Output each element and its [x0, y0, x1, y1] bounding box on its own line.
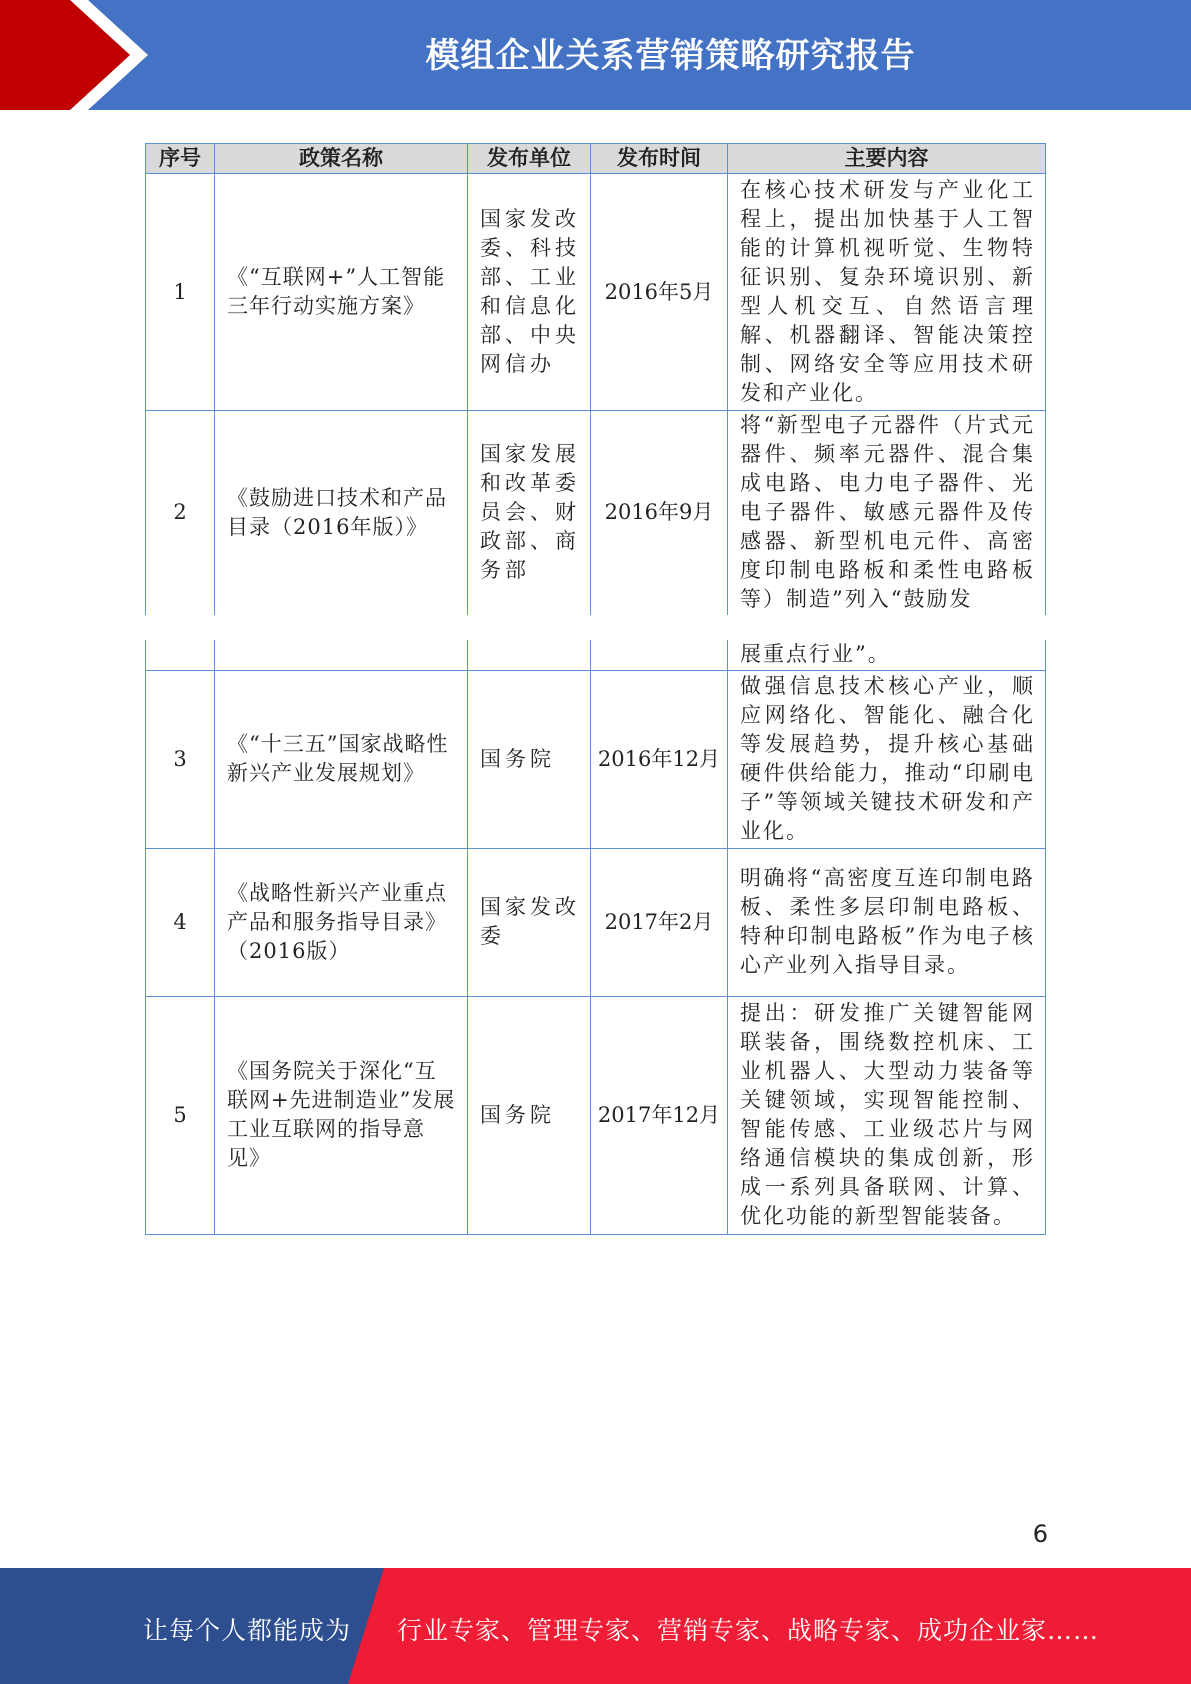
row-content: 明确将“高密度互连印制电路板、柔性多层印制电路板、特种印制电路板”作为电子核心产业列入指导目录。	[728, 848, 1046, 996]
page-footer	[0, 1568, 1191, 1684]
row-index: 4	[146, 848, 215, 996]
table-row	[146, 411, 1046, 615]
header-index: 序号	[146, 144, 215, 174]
row-index: 2	[146, 411, 215, 615]
row-index: 3	[146, 670, 215, 848]
row-issuer: 国家发改委、科技部、工业和信息化部、中央网信办	[468, 174, 591, 411]
row-index: 5	[146, 996, 215, 1234]
row-date: 2017年12月	[591, 996, 728, 1234]
row-issuer: 国家发改委	[468, 848, 591, 996]
row-policy-name: 《“互联网+”人工智能三年行动实施方案》	[215, 174, 468, 411]
row-policy-name: 《战略性新兴产业重点产品和服务指导目录》（2016版）	[215, 848, 468, 996]
row-date: 2016年5月	[591, 174, 728, 411]
footer-slogan-left: 让每个人都能成为	[143, 1616, 352, 1645]
row-content-continued: 展重点行业”。	[728, 640, 1046, 670]
row-date: 2016年12月	[591, 670, 728, 848]
row-issuer: 国务院	[468, 996, 591, 1234]
table-row	[146, 996, 1046, 1234]
row-policy-name: 《“十三五”国家战略性新兴产业发展规划》	[215, 670, 468, 848]
row-content: 将“新型电子元器件（片式元器件、频率元器件、混合集成电路、电力电子器件、光电子器件、敏感元器件及传感器、新型机电元件、高密度印制电路板和柔性电路板等）制造”列入“鼓励发	[728, 411, 1046, 615]
row-content: 提出：研发推广关键智能网联装备，围绕数控机床、工业机器人、大型动力装备等关键领域，实现智能控制、智能传感、工业级芯片与网络通信模块的集成创新，形成一系列具备联网、计算、优化功能的新型智能装备。	[728, 996, 1046, 1234]
row-issuer: 国家发展和改革委员会、财政部、商务部	[468, 411, 591, 615]
table-row	[146, 848, 1046, 996]
row-policy-name: 《鼓励进口技术和产品目录（2016年版）》	[215, 411, 468, 615]
report-title: 模组企业关系营销策略研究报告	[425, 36, 916, 76]
header-policy-name: 政策名称	[215, 144, 468, 174]
footer-slogan-right: 行业专家、管理专家、营销专家、战略专家、成功企业家……	[397, 1616, 1100, 1645]
row-content: 在核心技术研发与产业化工程上，提出加快基于人工智能的计算机视听觉、生物特征识别、复杂环境识别、新型人机交互、自然语言理解、机器翻译、智能决策控制、网络安全等应用技术研发和产业化。	[728, 174, 1046, 411]
table-row-continued	[146, 640, 1046, 670]
page-number: 6	[1032, 1520, 1048, 1548]
table-row	[146, 174, 1046, 411]
row-date: 2016年9月	[591, 411, 728, 615]
header-date: 发布时间	[591, 144, 728, 174]
page-header	[0, 0, 1191, 110]
table-row	[146, 670, 1046, 848]
header-content: 主要内容	[728, 144, 1046, 174]
row-issuer: 国务院	[468, 670, 591, 848]
header-issuer: 发布单位	[468, 144, 591, 174]
row-content: 做强信息技术核心产业，顺应网络化、智能化、融合化等发展趋势，提升核心基础硬件供给能力，推动“印刷电子”等领域关键技术研发和产业化。	[728, 670, 1046, 848]
policy-table	[145, 143, 1046, 615]
row-index: 1	[146, 174, 215, 411]
policy-table-continued	[145, 640, 1046, 1235]
table-header-row	[146, 144, 1046, 174]
row-date: 2017年2月	[591, 848, 728, 996]
row-policy-name: 《国务院关于深化“互联网+先进制造业”发展工业互联网的指导意见》	[215, 996, 468, 1234]
